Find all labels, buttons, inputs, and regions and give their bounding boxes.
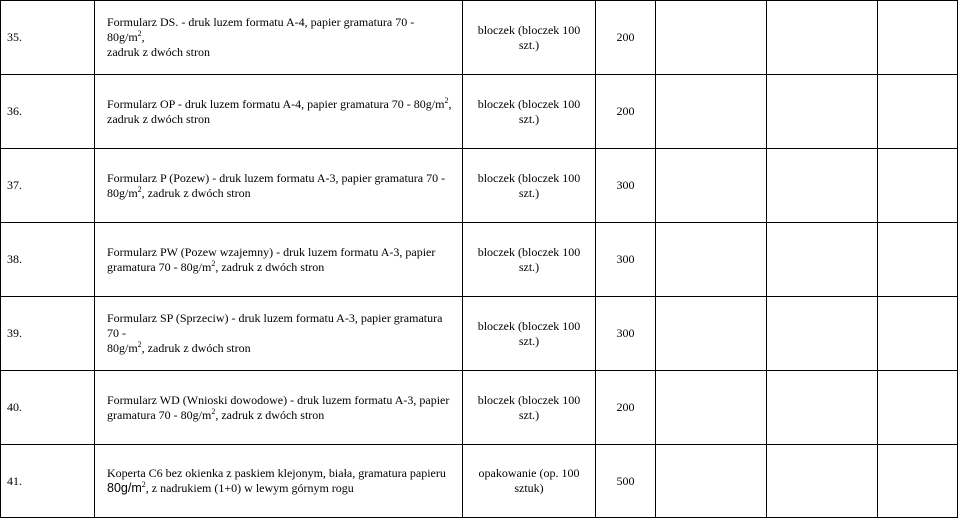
item-number: 38.	[1, 223, 95, 297]
item-description: Formularz P (Pozew) - druk luzem formatu A-3, papier gramatura 70 - $80g/m^2$, zadruk z dwóch stron	[95, 149, 463, 223]
empty-cell	[767, 75, 878, 149]
item-unit: bloczek (bloczek 100 szt.)	[463, 75, 596, 149]
table-row	[1, 1, 958, 75]
item-unit: bloczek (bloczek 100 szt.)	[463, 149, 596, 223]
description-line-1: Koperta C6 bez okienka z paskiem klejonym, biała, gramatura papieru	[107, 466, 446, 480]
item-description: Formularz OP - druk luzem formatu A-4, papier gramatura $70 - 80g/m^2$, zadruk z dwóch stron	[95, 75, 463, 149]
item-number: 35.	[1, 1, 95, 75]
description-line-1: Formularz PW (Pozew wzajemny) - druk luzem formatu A-3, papier	[107, 244, 436, 259]
empty-cell	[656, 371, 767, 445]
item-description: Formularz WD (Wnioski dowodowe) - druk luzem formatu A-3, papier gramatura $70 - 80g/m^2$, zadruk z dwóch stron	[95, 371, 463, 445]
item-quantity: 300	[596, 149, 656, 223]
table-row	[1, 223, 958, 297]
superscript: 2	[211, 406, 216, 416]
description-line-2: 80g/m	[107, 341, 138, 355]
empty-cell	[878, 445, 958, 518]
item-number: 40.	[1, 371, 95, 445]
item-number: 37.	[1, 149, 95, 223]
description-line-2: gramatura 70 - 80g/m	[107, 407, 212, 422]
item-unit: bloczek (bloczek 100 szt.)	[463, 1, 596, 75]
description-line-1: Formularz OP - druk luzem formatu A-4, papier gramatura 70 - 80g/m	[107, 96, 445, 111]
item-quantity: 200	[596, 371, 656, 445]
table-row	[1, 297, 958, 371]
empty-cell	[656, 1, 767, 75]
item-description: Formularz SP (Sprzeciw) - druk luzem formatu A-3, papier gramatura 70 - $80g/m^2$, zadruk z dwóch stron	[95, 297, 463, 371]
description-line-1: Formularz P (Pozew) - druk luzem formatu A-3, papier gramatura 70 -	[107, 170, 446, 185]
item-quantity: 500	[596, 445, 656, 518]
empty-cell	[878, 371, 958, 445]
empty-cell	[878, 223, 958, 297]
empty-cell	[878, 75, 958, 149]
empty-cell	[656, 75, 767, 149]
empty-cell	[767, 149, 878, 223]
empty-cell	[767, 371, 878, 445]
superscript: 2	[137, 184, 142, 194]
empty-cell	[878, 297, 958, 371]
table-row	[1, 149, 958, 223]
table-row	[1, 371, 958, 445]
description-line-2: gramatura 70 - 80g/m	[107, 259, 212, 274]
description-line-1: Formularz WD (Wnioski dowodowe) - druk luzem formatu A-3, papier	[107, 392, 450, 407]
superscript: 2	[137, 340, 142, 349]
item-unit: bloczek (bloczek 100 szt.)	[463, 371, 596, 445]
description-line-1: Formularz SP (Sprzeciw) - druk luzem formatu A-3, papier gramatura 70 -	[107, 311, 443, 340]
item-quantity: 200	[596, 1, 656, 75]
item-number: 39.	[1, 297, 95, 371]
empty-cell	[878, 1, 958, 75]
description-line-2: 80g/m	[107, 481, 142, 495]
item-description: Formularz PW (Pozew wzajemny) - druk luzem formatu A-3, papier gramatura $70 - 80g/m^2$, zadruk z dwóch stron	[95, 223, 463, 297]
description-line-2: zadruk z dwóch stron	[107, 45, 210, 59]
table-row	[1, 75, 958, 149]
empty-cell	[656, 445, 767, 518]
empty-cell	[656, 297, 767, 371]
empty-cell	[878, 149, 958, 223]
item-unit: opakowanie (op. 100 sztuk)	[463, 445, 596, 518]
table-row	[1, 445, 958, 518]
item-quantity: 200	[596, 75, 656, 149]
item-unit: bloczek (bloczek 100 szt.)	[463, 297, 596, 371]
empty-cell	[767, 223, 878, 297]
empty-cell	[656, 223, 767, 297]
item-quantity: 300	[596, 297, 656, 371]
superscript: 2	[444, 95, 449, 105]
item-unit: bloczek (bloczek 100 szt.)	[463, 223, 596, 297]
superscript: 2	[141, 480, 146, 489]
empty-cell	[767, 1, 878, 75]
item-number: 36.	[1, 75, 95, 149]
item-description: Formularz DS. - druk luzem formatu A-4, papier gramatura $70 - 80g/m^2$, zadruk z dwóch stron	[95, 1, 463, 75]
item-number: 41.	[1, 445, 95, 518]
description-line-1: Formularz DS. - druk luzem formatu A-4, papier gramatura 70 - 80g/m	[107, 15, 415, 44]
description-line-2: 80g/m	[107, 185, 138, 200]
item-quantity: 300	[596, 223, 656, 297]
empty-cell	[656, 149, 767, 223]
description-line-2: zadruk z dwóch stron	[107, 111, 210, 126]
empty-cell	[767, 297, 878, 371]
superscript: 2	[137, 29, 142, 38]
item-description: Koperta C6 bez okienka z paskiem klejonym, biała, gramatura papieru $80g/m^2$, z nadrukiem (1+0) w lewym górnym rogu	[95, 445, 463, 518]
superscript: 2	[211, 258, 216, 268]
empty-cell	[767, 445, 878, 518]
